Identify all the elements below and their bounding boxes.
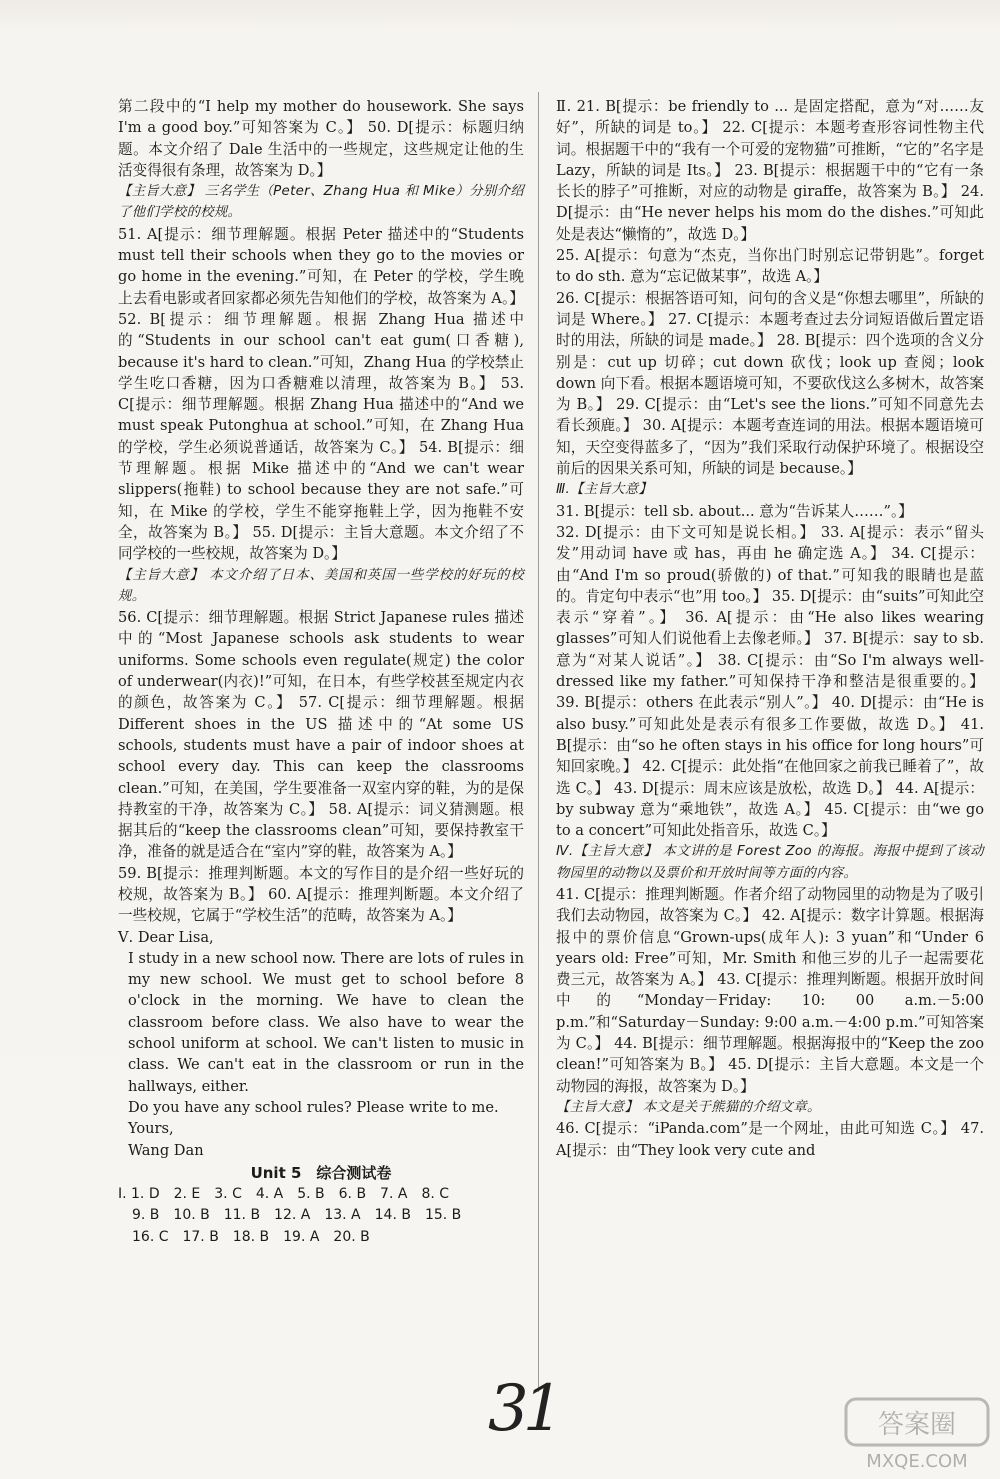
letter-section-marker: Ⅴ. [118, 928, 134, 946]
left-main-idea-2: 【主旨大意】 本文介绍了日本、美国和英国一些学校的好玩的校规。 [118, 567, 524, 604]
letter-body: I study in a new school now. There are lots of rules in my new school. We must get to school before 8 o'clock in the morning. We have to clean the classroom before class. We also have to wear the school uniform at school. We can't listen to music in class. We can't eat in the classroom or run in the hallways, either. [128, 949, 524, 1095]
right-para-3: 26. C[提示：根据答语可知，问句的含义是“你想去哪里”，所缺的词是 Where。】 27. C[提示：本题考查过去分词短语做后置定语时的用法，所缺的词是 made。】 28. B[提示：四个选项的含义分别是：cut up 切碎；cut down 砍伐；look up 查阅；look down 向下看。根据本题语境可知，不要砍伐这么多树木，故答案为 B。】 29. C[提示：由“Let's see the lions.”可知不同意先去看长颈鹿。】 30. A[提示：本题考查连词的用法。根据本题语境可知，天空变得蓝多了，“因为”我们采取行动保护环境了。根据设空前后的因果关系可知，所缺的词是 because。】 [556, 289, 984, 478]
answer-row-2: 9. B 10. B 11. B 12. A 13. A 14. B 15. B [118, 1207, 462, 1224]
right-column [556, 96, 984, 1161]
right-para-2: 25. A[提示：句意为“杰克，当你出门时别忘记带钥匙”。forget to do sth. 意为“忘记做某事”，故选 A。】 [556, 247, 984, 286]
letter-greeting: Dear Lisa, [137, 928, 214, 946]
letter-closing-question: Do you have any school rules? Please write to me. [128, 1098, 499, 1116]
left-column [118, 96, 524, 1248]
left-para-4: 59. B[提示：推理判断题。本文的写作目的是介绍一些好玩的校规，故答案为 B。】 60. A[提示：推理判断题。本文介绍了一些校规，它属于“学校生活”的范畴，故答案为 A。】 [118, 864, 524, 925]
sample-letter [118, 927, 524, 1161]
watermark-title: 答案圈 [877, 1410, 957, 1440]
answer-row-3: 16. C 17. B 18. B 19. A 20. B [118, 1228, 370, 1245]
right-para-1: Ⅱ. 21. B[提示：be friendly to ... 是固定搭配，意为“对……友好”，所缺的词是 to。】 22. C[提示：本题考查形容词性物主代词。根据题干中的“我有一个可爱的宠物猫”可推断，“它的”名字是 Lazy，所缺的词是 Its。】 23. B[提示：根据题干中的“它有一条长长的脖子”可推断，对应的动物是 giraffe，故答案为 B。】 24. D[提示：由“He never helps his mom do the dishes.”可知此处是表达“懒惰的”，故选 D。】 [556, 98, 984, 243]
right-para-4: 31. B[提示：tell sb. about... 意为“告诉某人……”。】 [556, 502, 913, 520]
right-main-idea-4: Ⅳ.【主旨大意】 本文讲的是 Forest Zoo 的海报。海报中提到了该动物园里的动物以及票价和开放时间等方面的内容。 [556, 844, 984, 881]
right-para-7: 46. C[提示：“iPanda.com”是一个网址，由此可知选 C。】 47. A[提示：由“They look very cute and [556, 1120, 984, 1159]
watermark-logo [842, 1395, 992, 1473]
right-para-5: 32. D[提示：由下文可知是说长相。】 33. A[提示：表示“留头发”用动词 have 或 has，再由 he 确定选 A。】 34. C[提示：由“And I'm so proud(骄傲的) of that.”可知我的眼睛也是蓝的。肯定句中表示“也”用 too。】 35. D[提示：由“suits”可知此空表示“穿着”。】 36. A[提示：由“He also likes wearing glasses”可知人们说他看上去像老师。】 37. B[提示：say to sb. 意为“对某人说话”。】 38. C[提示：由“So I'm always well-dressed like my father.”可知保持干净和整洁是很重要的。】 39. B[提示：others 在此表示“别人”。】 40. D[提示：由“He is also busy.”可知此处是表示有很多工作要做，故选 D。】 41. B[提示：由“so he often stays in his office for long hours”可知回家晚。】 42. C[提示：此处指“在他回家之前我已睡着了”，故选 C。】 43. D[提示：周末应该是放松，故选 D。】 44. A[提示：by subway 意为“乘地铁”，故选 A。】 45. C[提示：由“we go to a concert”可知此处指音乐，故选 C。】 [556, 523, 984, 840]
left-main-idea-1: 【主旨大意】 三名学生（Peter、Zhang Hua 和 Mike）分别介绍了他们学校的校规。 [118, 184, 524, 221]
right-main-idea-5: 【主旨大意】 本文是关于熊猫的介绍文章。 [556, 1099, 821, 1115]
left-para-2: 51. A[提示：细节理解题。根据 Peter 描述中的“Students must tell their schools when they go to the movies or go home in the evening.”可知，在 Peter 的学校，学生晚上去看电影或者回家都必须先告知他们的学校，故答案为 A。】 52. B[提示：细节理解题。根据 Zhang Hua 描述中的“Students in our school can't eat gum(口香糖), because it's hard to clean.”可知，Zhang Hua 的学校禁止学生吃口香糖，因为口香糖难以清理，故答案为 B。】 53. C[提示：细节理解题。根据 Zhang Hua 描述中的“And we must speak Putonghua at school.”可知，在 Zhang Hua 的学校，学生必须说普通话，故答案为 C。】 54. B[提示：细节理解题。根据 Mike 描述中的“And we can't wear slippers(拖鞋) to school because they are not safe.”可知，在 Mike 的学校，学生不能穿拖鞋上学，因为拖鞋不安全，故答案为 B。】 55. D[提示：主旨大意题。本文介绍了不同学校的一些校规，故答案为 D。】 [118, 225, 524, 563]
watermark-url: MXQE.COM [866, 1451, 968, 1472]
left-para-3: 56. C[提示：细节理解题。根据 Strict Japanese rules 描述中的“Most Japanese schools ask students to wear uniforms. Some schools even regulate(规定) the color of underwear(内衣)!”可知，在日本，有些学校甚至规定内衣的颜色，故答案为 C。】 57. C[提示：细节理解题。根据 Different shoes in the US 描述中的“At some US schools, students must have a pair of indoor shoes at school every day. This can keep the classrooms clean.”可知，在美国，学生要准备一双室内穿的鞋，为的是保持教室的干净，故答案为 C。】 58. A[提示：词义猜测题。根据其后的“keep the classrooms clean”可知，要保持教室干净，准备的就是适合在“室内”穿的鞋，故答案为 A。】 [118, 609, 524, 861]
unit-title: Unit 5 综合测试卷 [250, 1163, 392, 1182]
letter-name: Wang Dan [128, 1141, 204, 1159]
letter-signoff: Yours, [128, 1120, 174, 1138]
right-main-idea-3: Ⅲ.【主旨大意】 [556, 482, 653, 498]
column-divider [538, 92, 539, 1392]
left-para-1: 第二段中的“I help my mother do housework. She says I'm a good boy.”可知答案为 C。】 50. D[提示：标题归纳题。本文介绍了 Dale 生活中的一些规定，这些规定让他的生活变得很有条理，故答案为 D。】 [118, 98, 524, 179]
right-para-6: 41. C[提示：推理判断题。作者介绍了动物园里的动物是为了吸引我们去动物园，故答案为 C。】 42. A[提示：数字计算题。根据海报中的票价信息“Grown-ups(成年人): 3 yuan”和“Under 6 years old: Free”可知，Mr. Smith 和他三岁的儿子一起需要花费三元，故答案为 A。】 43. C[提示：推理判断题。根据开放时间中的“Monday－Friday: 10: 00 a.m.－5:00 p.m.”和“Saturday－Sunday: 9:00 a.m.－4:00 p.m.”可知答案为 C。】 44. B[提示：细节理解题。根据海报中的“Keep the zoo clean!”可知答案为 B。】 45. D[提示：主旨大意题。本文是一个动物园的海报，故答案为 D。】 [556, 885, 984, 1095]
page-number: 31 [488, 1372, 558, 1446]
answer-row-1: Ⅰ. 1. D 2. E 3. C 4. A 5. B 6. B 7. A 8. C [118, 1186, 450, 1203]
